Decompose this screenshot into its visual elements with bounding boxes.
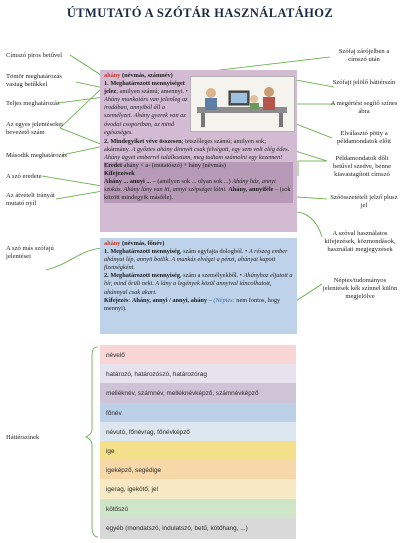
full-definition: ; amilyen számú; amennyi. <box>116 88 185 96</box>
part-of-speech: (névmás, számnév) <box>122 72 173 79</box>
phrase-meaning: – (sok között mindegyik másféle). <box>104 186 291 202</box>
example-sentence: A győztes ahány dinnyét csak felvégott, egy sem volt elég édes. Ahány ügyet emberrel találkoztam, meg tudtam számolni egy kezemen! <box>104 145 290 161</box>
sense-number: 1. <box>104 80 109 88</box>
second-definition: Mindegyiket véve összesen <box>110 137 182 145</box>
label-arrow: Az átvételt irányát mutató nyíl <box>6 192 55 207</box>
label-headword: Címszó piros betűvel <box>6 52 63 59</box>
color-strip: névelő <box>100 345 296 366</box>
color-strip: igeképző, segédige <box>100 460 296 481</box>
line-pos-bg <box>296 80 334 87</box>
phrase: Ahány, annyi / annyi, ahány <box>131 296 208 304</box>
folk-label: (Népies: <box>213 296 235 304</box>
color-strip: határozó, határozószó, határozórag <box>100 364 296 385</box>
label-pos: Szófaj zárójelben a címszó után <box>338 48 390 63</box>
origin-label: Eredet <box>104 162 123 170</box>
phrase-meaning: nem fontos, hogy mennyi). <box>104 296 281 312</box>
color-strip: ige <box>100 441 296 462</box>
label-origin: A szó eredete <box>6 173 42 180</box>
label-dot: Elválasztó pötty a példamondatok előtt <box>336 130 392 145</box>
label-examples: Példamondatok dőlt betűvel szedve, benne kiavastagított címszó <box>332 155 392 178</box>
color-strip: kötőszó <box>100 499 296 520</box>
sense-number: 2. <box>104 137 109 145</box>
example-sentence: Ahány gyerek van az óvodai csoportban, az mind egészséges. <box>104 112 186 136</box>
label-other-pos: A szó más szófajú jelentései <box>6 245 54 260</box>
bullet-dot: • <box>185 88 188 96</box>
full-definition: , szám a személyekből. <box>179 272 239 280</box>
phrase-meaning: – <box>208 296 212 304</box>
color-strip: igerag, igekötő, jel <box>100 479 296 500</box>
short-definition: Meghatározott mennyiség <box>110 248 180 256</box>
label-short-def: Tömör meghatározás vastag betűkkel <box>6 73 62 88</box>
line-phrases <box>296 212 322 237</box>
phrase: Ahány ... annyi ... <box>104 178 152 186</box>
example-sentence: A részeg ember ahányat lép, annyit botlik. A munkás elvégzi a pénzt, ahányat kapott fizetségként. <box>104 248 288 272</box>
label-picture: A megértést segítő színes ábra <box>330 100 398 115</box>
phrases-label: Kifejezések <box>104 170 135 178</box>
second-definition: Meghatározott mennyiség <box>110 272 180 280</box>
label-phrases: A szóval használatos kifejezések, közmondások, használati megjegyzések <box>324 230 396 253</box>
page-title: ÚTMUTATÓ A SZÓTÁR HASZNÁLATÁHOZ <box>66 6 334 20</box>
phrase-example: Ahány ház, annyi szokás. Ahány lány van itt, annyi szépséget látni. <box>104 178 276 194</box>
line-examples <box>298 161 327 176</box>
label-pos-bg: Szófajt jelölő háttérszín <box>332 79 396 86</box>
origin-text: ahány < a- (mutatószó) + hány (névmás) <box>123 162 226 170</box>
color-strip: névutó, főnévrag, főnévképző <box>100 422 296 443</box>
example-sentence: Ahány munkatárs van jelenleg az irodában, annyiból áll a személyzet. <box>104 96 188 120</box>
label-plus: Szóösszetételt jelző plusz jel <box>330 194 398 209</box>
label-folk: Népies/tudományos jelentések kék színnel külön megjelölve <box>322 277 398 300</box>
part-of-speech: (névmás, főnév) <box>122 240 165 247</box>
colors-brace <box>86 347 98 537</box>
color-strip: egyéb (mondatszó, indulatszó, betű, kötőhang, ...) <box>100 518 296 539</box>
label-full-def: Teljes meghatározás <box>6 100 60 107</box>
short-definition: Meghatározott mennyiséget jelez <box>104 80 185 96</box>
phrases-label: Kifejezés <box>104 296 129 304</box>
phrase-meaning: – (amilyen sok ... olyan sok ...) <box>152 178 231 186</box>
label-second-def: Második meghatározás <box>6 152 67 159</box>
color-strip: melléknév, számnév, melléknévképző, számnévképző <box>100 383 296 404</box>
label-sense-number: Az egyes jelentéseket bevezető szám <box>6 121 64 136</box>
sense-number: 2. <box>104 272 109 280</box>
headword: ahány <box>104 72 121 79</box>
illustration-office <box>190 76 295 132</box>
full-definition: ; tetszőleges számú; amilyen sok; akármány. <box>104 137 266 153</box>
office-people-icon <box>191 77 294 131</box>
label-backgrounds: Háttérszínek <box>6 434 40 441</box>
entry-box-2: ahány (névmás, főnév) 1. Meghatározott mennyiség, szám egyfajta dologból. • A részeg ember ahányat lép, annyit botlik. A munkás elvégzi a pénzt, ahányat kapott fizetségként. 2. Meghatározott mennyiség, szám a személyekből. • Ahányhoz eljutott a hír, mind őrült neki. A lány a legények közül annyival táncolhatott, ahánnyal csak akart. Kifejezés: Ahány, annyi / annyi, ahány – (Népies: nem fontos, hogy mennyi). <box>100 238 297 334</box>
color-strip: főnév <box>100 403 296 424</box>
sense-number: 1. <box>104 248 109 256</box>
full-definition: , szám egyfajta dologból. <box>179 248 244 256</box>
phrase: Ahány, annyiféle <box>228 186 274 194</box>
headword: ahány <box>104 240 121 247</box>
example-sentence: Ahányhoz eljutott a hír, mind őrült neki. A lány a legények közül annyival táncolhatott, ahánnyal csak akart. <box>104 272 293 296</box>
